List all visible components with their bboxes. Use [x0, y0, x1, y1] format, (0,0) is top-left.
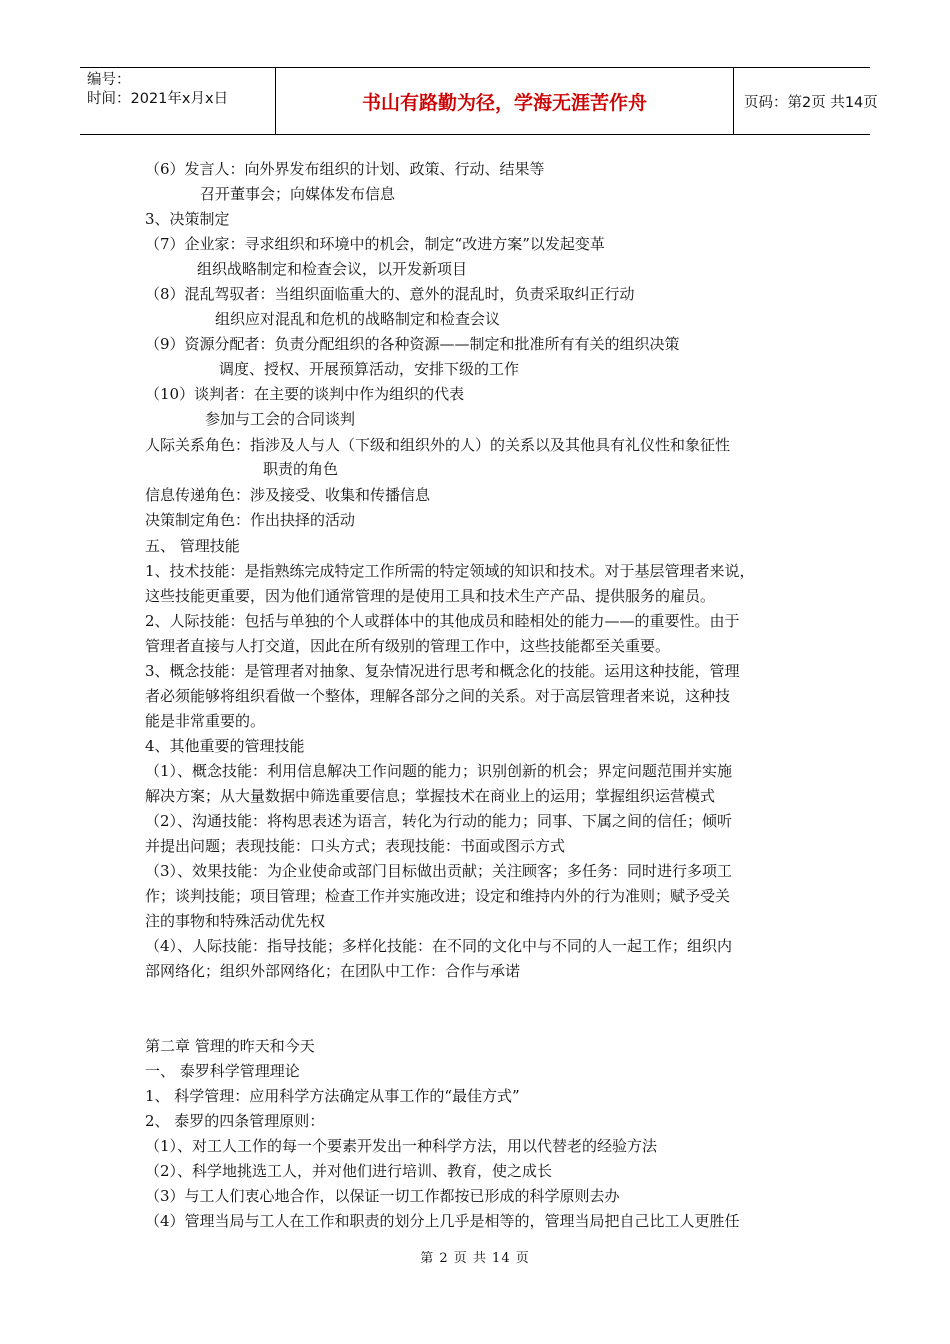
text-line: 4、其他重要的管理技能	[145, 737, 305, 755]
page-footer	[0, 1247, 950, 1266]
text-line: 能是非常重要的。	[145, 712, 266, 730]
text-line: 调度、授权、开展预算活动，安排下级的工作	[219, 360, 520, 378]
text-line: 2、人际技能：包括与单独的个人或群体中的其他成员和睦相处的能力——的重要性。由于	[145, 612, 740, 630]
text-line: 3、概念技能：是管理者对抽象、复杂情况进行思考和概念化的技能。运用这种技能，管理	[145, 662, 740, 680]
time-label: 时间：2021年x月x日	[87, 91, 229, 107]
text-line: 召开董事会；向媒体发布信息	[200, 185, 396, 203]
text-line: 作；谈判技能；项目管理；检查工作并实施改进；设定和维持内外的行为准则；赋予受关	[145, 887, 731, 905]
text-line: 部网络化；组织外部网络化；在团队中工作：合作与承诺	[145, 962, 521, 980]
section-heading: 五、 管理技能	[145, 537, 240, 555]
text-line: （4）管理当局与工人在工作和职责的划分上几乎是相等的，管理当局把自己比工人更胜任	[145, 1212, 740, 1230]
page-code: 页码：第2页 共14页	[744, 94, 878, 111]
header-info-cell	[80, 68, 276, 134]
page-number: 第 2 页 共 14 页	[420, 1251, 530, 1266]
text-line: 这些技能更重要，因为他们通常管理的是使用工具和技术生产产品、提供服务的雇员。	[145, 587, 716, 605]
text-line: （3）、效果技能：为企业使命或部门目标做出贡献；关注顾客；多任务：同时进行多项工	[145, 862, 733, 880]
section-heading: 一、 泰罗科学管理理论	[145, 1062, 300, 1080]
chapter-heading: 第二章 管理的昨天和今天	[145, 1037, 315, 1055]
header-motto-cell	[276, 68, 734, 134]
text-line: （3）与工人们衷心地合作，以保证一切工作都按已形成的科学原则去办	[145, 1187, 620, 1205]
text-line: 职责的角色	[263, 460, 339, 478]
text-line: 者必须能够将组织看做一个整体，理解各部分之间的关系。对于高层管理者来说，这种技	[145, 687, 731, 705]
page-header	[80, 67, 878, 135]
text-line: （9）资源分配者：负责分配组织的各种资源——制定和批准所有有关的组织决策	[145, 335, 680, 353]
text-line: 并提出问题；表现技能：口头方式；表现技能：书面或图示方式	[145, 837, 566, 855]
text-line: 注的事物和特殊活动优先权	[145, 912, 326, 930]
text-line: （6）发言人：向外界发布组织的计划、政策、行动、结果等	[145, 160, 545, 178]
text-line: （8）混乱驾驭者：当组织面临重大的、意外的混乱时，负责采取纠正行动	[145, 285, 635, 303]
text-line: 决策制定角色：作出抉择的活动	[145, 511, 356, 529]
text-line: 1、技术技能：是指熟练完成特定工作所需的特定领域的知识和技术。对于基层管理者来说，	[145, 562, 755, 580]
text-line: （7）企业家：寻求组织和环境中的机会，制定“改进方案”以发起变革	[145, 235, 605, 253]
text-line: （10）谈判者：在主要的谈判中作为组织的代表	[145, 385, 465, 403]
text-line: （1）、对工人工作的每一个要素开发出一种科学方法，用以代替老的经验方法	[145, 1137, 658, 1155]
text-line: 参加与工会的合同谈判	[205, 410, 356, 428]
text-line: 组织战略制定和检查会议，以开发新项目	[197, 260, 468, 278]
text-line: 组织应对混乱和危机的战略制定和检查会议	[215, 310, 501, 328]
text-line: （1）、概念技能：利用信息解决工作问题的能力；识别创新的机会；界定问题范围并实施	[145, 762, 733, 780]
text-line: （2）、沟通技能：将构思表述为语言，转化为行动的能力；同事、下属之间的信任；倾听	[145, 812, 733, 830]
text-line: 3、决策制定	[145, 210, 230, 228]
text-line: 解决方案；从大量数据中筛选重要信息；掌握技术在商业上的运用；掌握组织运营模式	[145, 787, 716, 805]
text-line: 信息传递角色：涉及接受、收集和传播信息	[145, 486, 431, 504]
text-line: 人际关系角色：指涉及人与人（下级和组织外的人）的关系以及其他具有礼仪性和象征性	[145, 436, 731, 454]
text-line: 管理者直接与人打交道，因此在所有级别的管理工作中，这些技能都至关重要。	[145, 637, 671, 655]
header-page-cell	[734, 68, 878, 134]
text-line: 2、 泰罗的四条管理原则：	[145, 1112, 325, 1130]
text-line: （4）、人际技能：指导技能；多样化技能：在不同的文化中与不同的人一起工作；组织内	[145, 937, 733, 955]
text-line: （2）、科学地挑选工人，并对他们进行培训、教育，使之成长	[145, 1162, 553, 1180]
number-label: 编号：	[87, 72, 131, 88]
text-line: 1、 科学管理：应用科学方法确定从事工作的“最佳方式”	[145, 1087, 520, 1105]
motto-text: 书山有路勤为径，学海无涯苦作舟	[361, 91, 647, 114]
